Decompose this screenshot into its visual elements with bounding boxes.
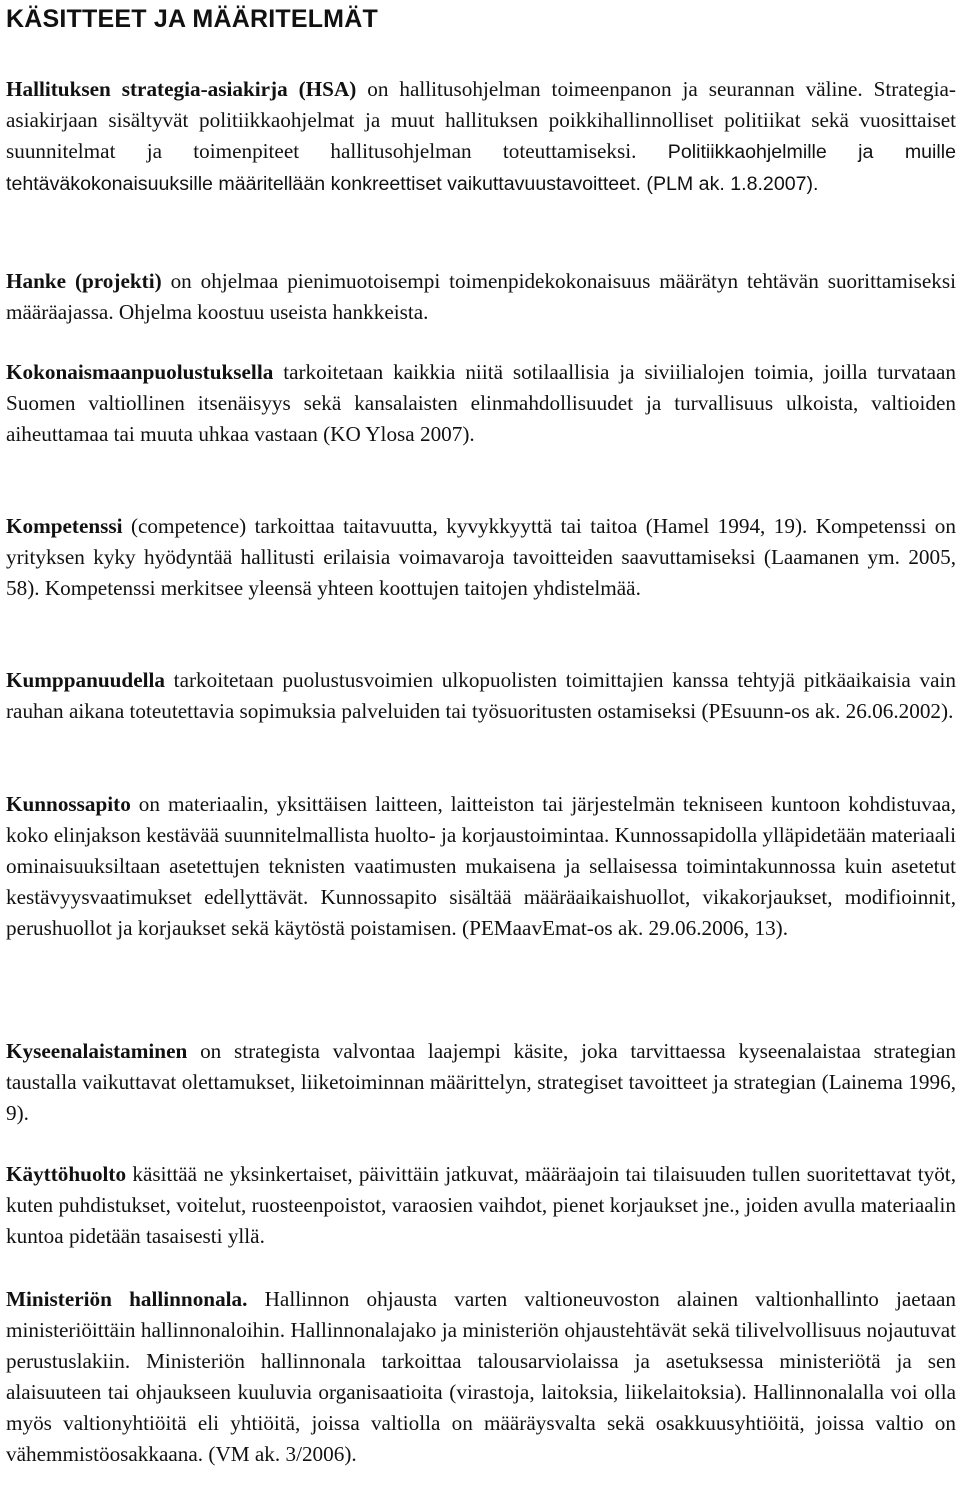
definition-term: Hallituksen strategia-asiakirja (HSA) bbox=[6, 77, 357, 101]
definition-term: Kumppanuudella bbox=[6, 668, 165, 692]
definition-text: on materiaalin, yksittäisen laitteen, laitteiston tai järjestelmän tekniseen kuntoon kohdistuvaa, koko elinjakson kestävää suunnitelmallista huolto- ja korjaustoimintaa. Kunnossapidolla ylläpidetään materiaali ominaisuuksiltaan asetettujen teknisten vaatimusten mukaisena ja sellaisessa toimintakunnossa kuin asetetut kestävyysvaatimukset edellyttävät. Kunnossapito sisältää määräaikaishuollot, vikakorjaukset, modifioinnit, perushuollot ja korjaukset sekä käytöstä poistamisen. (PEMaavEmat-os ak. 29.06.2006, 13). bbox=[6, 792, 956, 940]
definition-term: Käyttöhuolto bbox=[6, 1162, 127, 1186]
definition-kokonaismaanpuolustus bbox=[6, 357, 956, 450]
definition-kyseenalaistaminen bbox=[6, 1036, 956, 1129]
definition-hsa bbox=[6, 74, 956, 200]
definition-text: tarkoitetaan puolustusvoimien ulkopuolisten toimittajien kanssa tehtyjä pitkäaikaisia vain rauhan aikana toteutettavia sopimuksia palveluiden tai työsuoritusten ostamiseksi (PEsuunn-os ak. 26.06.2002). bbox=[6, 668, 956, 723]
definition-kayttohuolto bbox=[6, 1159, 956, 1252]
page-heading: KÄSITTEET JA MÄÄRITELMÄT bbox=[6, 5, 378, 33]
definition-text: on hallitusohjelman toimeenpanon ja seurannan väline. Strategia-asiakirjaan sisältyvät politiikkaohjelmat ja muut hallituksen poikkihallinnolliset politiikat sekä vuosittaiset suunnitelmat ja toimenpiteet hallitusohjelman toteuttamiseksi. bbox=[6, 77, 956, 163]
definition-text: käsittää ne yksinkertaiset, päivittäin jatkuvat, määräajoin tai tilaisuuden tullen suoritettavat työt, kuten puhdistukset, voitelut, ruosteenpoistot, varaosien vaihdot, pienet korjaukset jne., joiden avulla materiaalin kuntoa pidetään tasaisesti yllä. bbox=[6, 1162, 956, 1248]
definition-text: on ohjelmaa pienimuotoisempi toimenpidekokonaisuus määrätyn tehtävän suorittamiseksi määräajassa. Ohjelma koostuu useista hankkeista. bbox=[6, 269, 956, 324]
definition-hanke bbox=[6, 266, 956, 328]
definition-text-continued: Politiikkaohjelmille ja muille tehtäväkokonaisuuksille määritellään konkreettiset vaikuttavuustavoitteet. (PLM ak. 1.8.2007). bbox=[6, 141, 956, 195]
definition-term: Kompetenssi bbox=[6, 514, 123, 538]
definition-term: Ministeriön hallinnonala. bbox=[6, 1287, 248, 1311]
definition-text: Hallinnon ohjausta varten valtioneuvoston alainen valtionhallinto jaetaan ministeriöittäin hallinnonaloihin. Hallinnonalajako ja ministeriön ohjaustehtävät sekä tilivelvollisuus nojautuvat perustuslakiin. Ministeriön hallinnonala tarkoittaa talousarviolaissa ja asetuksessa ministeriötä ja sen alaisuuteen tai ohjaukseen kuuluvia organisaatioita (virastoja, laitoksia, liikelaitoksia). Hallinnonalalla voi olla myös valtionyhtiöitä eli yhtiöitä, joissa valtiolla on määräysvalta sekä osakkuusyhtiöitä, joissa valtio on vähemmistöosakkaana. (VM ak. 3/2006). bbox=[6, 1287, 956, 1466]
definition-kumppanuus bbox=[6, 665, 956, 727]
definition-kunnossapito bbox=[6, 789, 956, 944]
definition-ministerion-hallinnonala bbox=[6, 1284, 956, 1470]
definition-text: on strategista valvontaa laajempi käsite, joka tarvittaessa kyseenalaistaa strategian taustalla vaikuttavat olettamukset, liiketoiminnan määrittelyn, strategiset tavoitteet ja strategian (Lainema 1996, 9). bbox=[6, 1039, 956, 1125]
definition-term: Kyseenalaistaminen bbox=[6, 1039, 188, 1063]
document-page bbox=[6, 0, 956, 1466]
definition-kompetenssi bbox=[6, 511, 956, 604]
definition-term: Kokonaismaanpuolustuksella bbox=[6, 360, 274, 384]
definition-term: Hanke (projekti) bbox=[6, 269, 162, 293]
definition-text: (competence) tarkoittaa taitavuutta, kyvykkyyttä tai taitoa (Hamel 1994, 19). Kompetenssi on yrityksen kyky hyödyntää hallitusti erilaisia voimavaroja tavoitteiden saavuttamiseksi (Laamanen ym. 2005, 58). Kompetenssi merkitsee yleensä yhteen koottujen taitojen yhdistelmää. bbox=[6, 514, 956, 600]
definition-text: tarkoitetaan kaikkia niitä sotilaallisia ja siviilialojen toimia, joilla turvataan Suomen valtiollinen itsenäisyys sekä kansalaisten elinmahdollisuudet ja turvallisuus ulkoista, valtioiden aiheuttamaa tai muuta uhkaa vastaan (KO Ylosa 2007). bbox=[6, 360, 956, 446]
definition-term: Kunnossapito bbox=[6, 792, 131, 816]
